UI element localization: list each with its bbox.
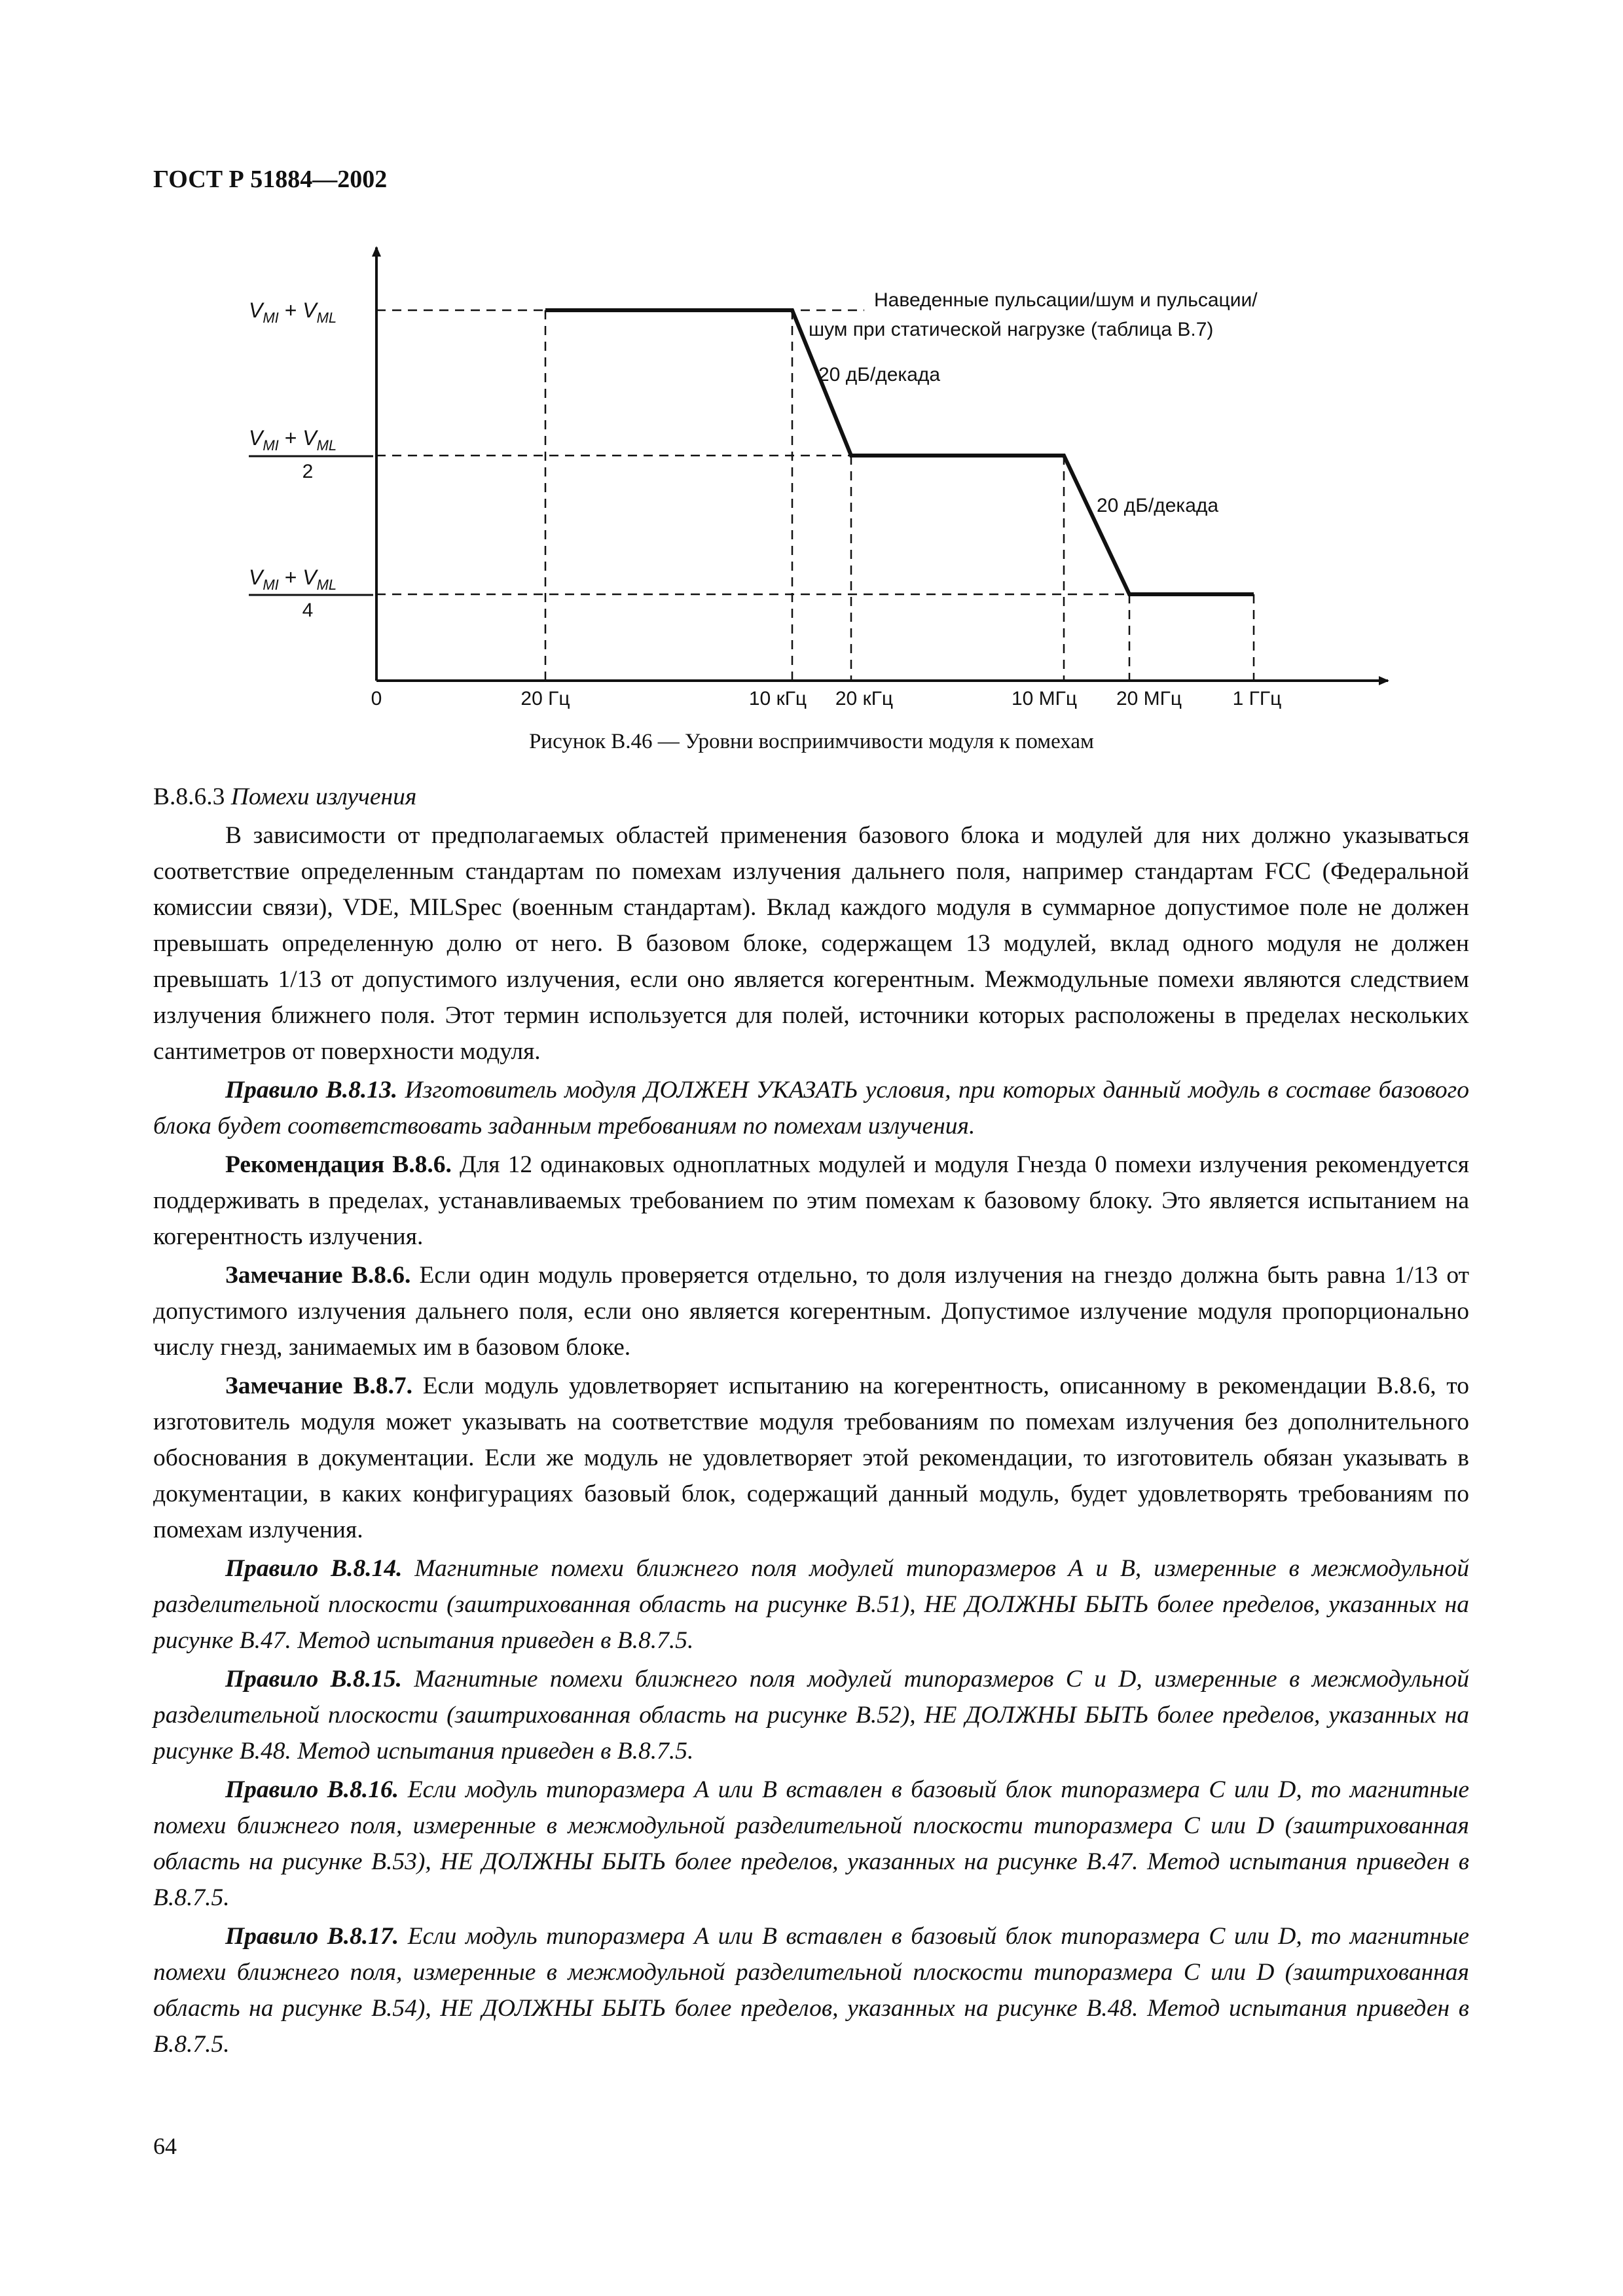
rule-b817: Правило В.8.17. Если модуль типоразмера А или В вставлен в базовый блок типоразмера С или D, то магнитные помехи ближнего поля, измеренные в межмодульной разделительной плоскости типоразмера С или D (заштрихованная область на рисунке В.54), НЕ ДОЛЖНЫ БЫТЬ более пределов, указанных на рисунке В.48. Метод испытания приведен в В.8.7.5. (153, 1923, 1469, 2058)
note-b87: Замечание В.8.7. Если модуль удовлетворяет испытанию на когерентность, описанному в рекомендации В.8.6, то изготовитель модуля может указывать на соответствие модуля требованиям по помехам излучения без дополнительного обоснования в документации. Если же модуль не удовлетворяет этой рекомендации, то изготовитель обязан указывать в документации, в каких конфигурациях базовый блок, содержащий данный модуль, будет удовлетворять требованиям по помехам излучения. (153, 1372, 1469, 1543)
x-tick-10khz: 10 кГц (748, 688, 807, 709)
x-tick-20khz: 20 кГц (835, 688, 894, 709)
x-tick-20mhz: 20 МГц (1116, 688, 1182, 709)
y-label-quarter (249, 565, 373, 621)
rule-b814: Правило В.8.14. Магнитные помехи ближнего поля модулей типоразмеров А и В, измеренные в межмодульной разделительной плоскости (заштрихованная область на рисунке В.51), НЕ ДОЛЖНЫ БЫТЬ более пределов, указанных на рисунке В.47. Метод испытания приведен в В.8.7.5. (153, 1555, 1469, 1654)
recommendation-b86: Рекомендация В.8.6. Для 12 одинаковых одноплатных модулей и модуля Гнезда 0 помехи излучения рекомендуется поддерживать в пределах, устанавливаемых требованием по этим помехам к базовому блоку. Это является испытанием на когерентность излучения. (153, 1151, 1469, 1250)
x-tick-10mhz: 10 МГц (1011, 688, 1078, 709)
y-label-half (249, 426, 373, 482)
y-label-full (249, 298, 337, 326)
paragraph-1: В зависимости от предполагаемых областей применения базового блока и модулей для них должно указываться соответствие определенным стандартам по помехам излучения дальнего поля, например стандартам FCC (Федеральной комиссии связи), VDE, MILSpec (военным стандартам). Вклад каждого модуля в суммарное допустимое поле не должен превышать определенную долю от него. В базовом блоке, содержащем 13 модулей, вклад одного модуля не должен превышать 1/13 от допустимого излучения, если оно является когерентным. Межмодульные помехи являются следствием излучения ближнего поля. Этот термин используется для полей, источники которых расположены в пределах нескольких сантиметров от поверхности модуля. (153, 822, 1469, 1065)
slope-label-2: 20 дБ/декада (1097, 495, 1219, 516)
y-label-quarter-denominator: 4 (302, 600, 314, 621)
section-heading (153, 779, 1469, 815)
rule-b815: Правило В.8.15. Магнитные помехи ближнего поля модулей типоразмеров С и D, измеренные в межмодульной разделительной плоскости (заштрихованная область на рисунке В.52), НЕ ДОЛЖНЫ БЫТЬ более пределов, указанных на рисунке В.48. Метод испытания приведен в В.8.7.5. (153, 1666, 1469, 1765)
section-title: Помехи излучения (230, 783, 417, 810)
x-tick-1ghz: 1 ГГц (1232, 688, 1282, 709)
figure-caption: Рисунок В.46 — Уровни восприимчивости модуля к помехам (529, 730, 1094, 753)
svg-text:VMI + VML: $V_{MI} + V_{ML}$ (249, 565, 337, 593)
y-label-half-denominator: 2 (302, 461, 314, 482)
figure-b46 (196, 236, 1427, 720)
page-number: 64 (153, 2133, 177, 2159)
rule-b816: Правило В.8.16. Если модуль типоразмера А или В вставлен в базовый блок типоразмера С или D, то магнитные помехи ближнего поля, измеренные в межмодульной разделительной плоскости типоразмера С или D (заштрихованная область на рисунке В.53), НЕ ДОЛЖНЫ БЫТЬ более пределов, указанных на рисунке В.47. Метод испытания приведен в В.8.7.5. (153, 1776, 1469, 1911)
body-text (153, 779, 1469, 2065)
note-b86: Замечание В.8.6. Если один модуль проверяется отдельно, то доля излучения на гнездо должна быть равна 1/13 от допустимого излучения дальнего поля, если оно является когерентным. Допустимое излучение модуля пропорционально числу гнезд, занимаемых им в базовом блоке. (153, 1262, 1469, 1361)
susceptibility-diagram (196, 236, 1427, 720)
document-header: ГОСТ Р 51884—2002 (153, 166, 388, 193)
x-tick-20hz: 20 Гц (520, 688, 570, 709)
x-tick-0: 0 (371, 688, 382, 709)
annotation-line-1: Наведенные пульсации/шум и пульсации/ (874, 289, 1258, 311)
svg-text:VMI + VML: $V_{MI} + V_{ML}$ (249, 298, 337, 326)
svg-text:VMI + VML: $V_{MI} + V_{ML}$ (249, 426, 337, 454)
annotation-line-2: шум при статической нагрузке (таблица В.7) (809, 319, 1214, 340)
slope-label-1: 20 дБ/декада (818, 364, 941, 386)
limit-curve (545, 310, 1254, 594)
rule-b813: Правило В.8.13. Изготовитель модуля ДОЛЖЕН УКАЗАТЬ условия, при которых данный модуль в составе базового блока будет соответствовать заданным требованиям по помехам излучения. (153, 1077, 1469, 1139)
section-number: В.8.6.3 (153, 783, 231, 810)
